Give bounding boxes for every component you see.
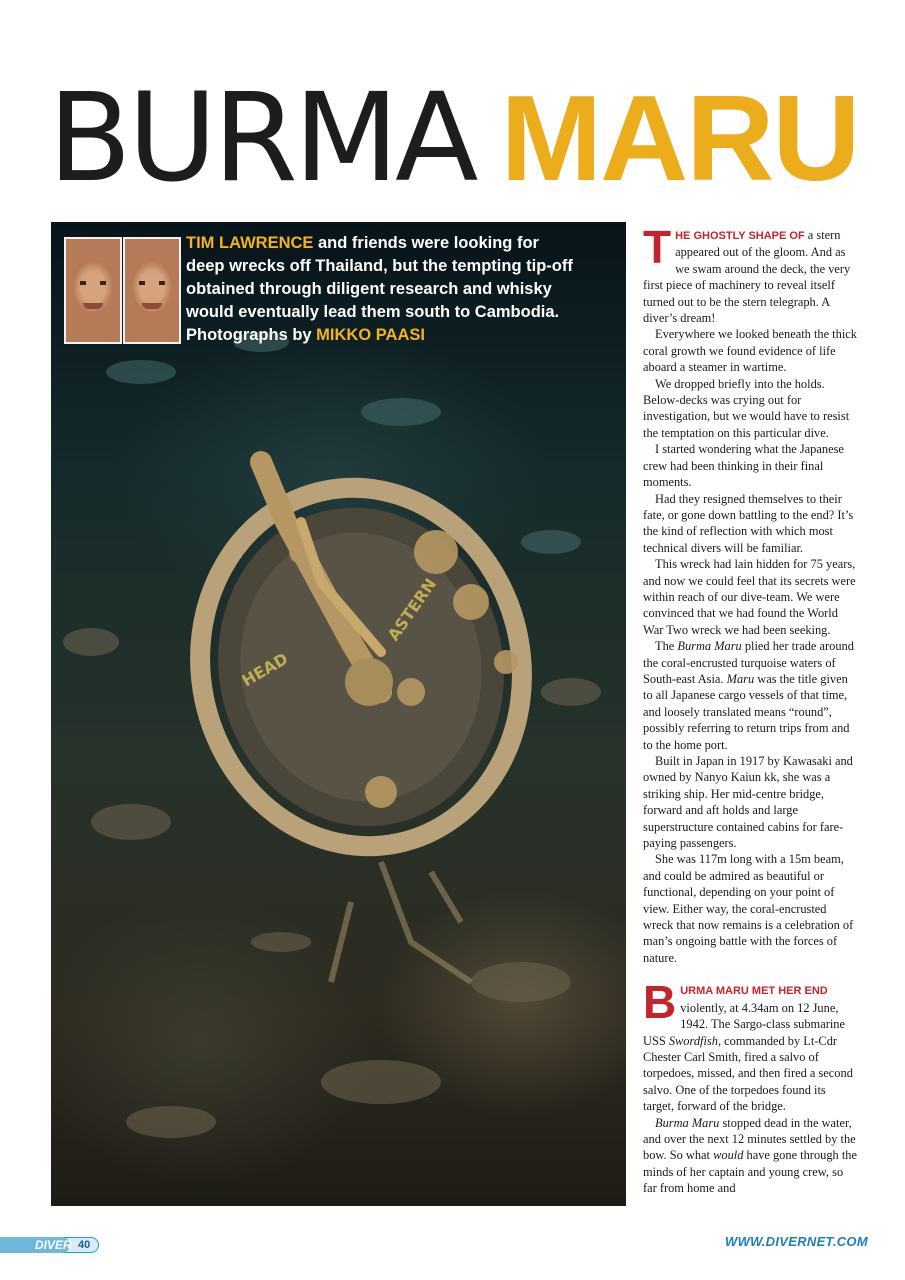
page-number: 40 (78, 1239, 91, 1251)
paragraph: Everywhere we looked beneath the thick coral growth we found evidence of life aboard a steamer in wartime. (643, 327, 857, 375)
website-link[interactable]: WWW.DIVERNET.COM (725, 1234, 868, 1249)
telegraph-illustration (51, 222, 626, 1206)
paragraph: This wreck had lain hidden for 75 years, and now we could feel that its secrets were within reach of our dive-team. We were convinced that we had found the World War Two wreck we had been seeking. (643, 557, 856, 637)
article-column (643, 221, 859, 1197)
standfirst (186, 232, 576, 347)
author-portrait-1 (64, 237, 122, 344)
paragraph: Built in Japan in 1917 by Kawasaki and owned by Nanyo Kaiun kk, she was a striking ship. Her mid-centre bridge, forward and aft holds and large superstructure contained cabins for fare-paying passengers. (643, 754, 853, 851)
paragraph: We dropped briefly into the holds. Below-decks was crying out for investigation, but we would have to resist the temptation on this particular dive. (643, 376, 850, 440)
magazine-brand: DIVER (35, 1238, 72, 1252)
standfirst-text: and friends were looking for deep wrecks off Thailand, but the tempting tip-off obtained through diligent research and whisky would eventually lead them south to Cambodia. Photographs by (186, 234, 573, 344)
paragraph: Burma Maru stopped dead in the water, and over the next 12 minutes settled by the bow. So what would have gone through the minds of her captain and young crew, so far from home and (643, 1115, 857, 1196)
paragraph: BURMA MARU MET HER END violently, at 4.34am on 12 June, 1942. The Sargo-class submarine USS Swordfish, commanded by Lt-Cdr Chester Carl Smith, fired a salvo of torpedoes, missed, and then fired a second salvo. One of the torpedoes found its target, forward of the bridge. (643, 976, 853, 1114)
lead-in: URMA MARU MET HER END (680, 985, 828, 998)
photographer-name: MIKKO PAASI (316, 326, 425, 344)
drop-cap: B (643, 976, 677, 1029)
paragraph: The Burma Maru plied her trade around the coral-encrusted turquoise waters of South-east Asia. Maru was the title given to all Japanese cargo vessels of that time, and loosely translated means “round”, possibly referring to return trips from and to the home port. (643, 639, 854, 752)
svg-text:ASTERN: ASTERN (383, 574, 441, 645)
author-name: TIM LAWRENCE (186, 234, 314, 252)
paragraph: I started wondering what the Japanese crew had been thinking in their final moments. (643, 442, 844, 490)
paragraph: Had they resigned themselves to their fate, or gone down battling to the end? It’s the kind of reflection with which most technical divers will be familiar. (643, 491, 854, 555)
headline-word-maru: MARU (500, 70, 859, 206)
headline-word-burma: BURMA (48, 67, 475, 209)
paragraph: She was 117m long with a 15m beam, and could be admired as beautiful or functional, depending on your point of view. Either way, the coral-encrusted wreck that now remains is a celebration of man’s ongoing battle with the forces of nature. (643, 852, 854, 965)
wreck-telegraph-photo (51, 222, 626, 1206)
drop-cap: T (643, 221, 672, 273)
paragraph: THE GHOSTLY SHAPE OF a stern appeared out of the gloom. And as we swam around the deck, the very first piece of machinery to reveal itself turned out to be the stern telegraph. A diver’s dream! (643, 221, 851, 326)
headline (48, 67, 859, 209)
author-portrait-2 (123, 237, 181, 344)
lead-in: HE GHOSTLY SHAPE OF (675, 230, 805, 242)
svg-text:HEAD: HEAD (238, 649, 292, 691)
